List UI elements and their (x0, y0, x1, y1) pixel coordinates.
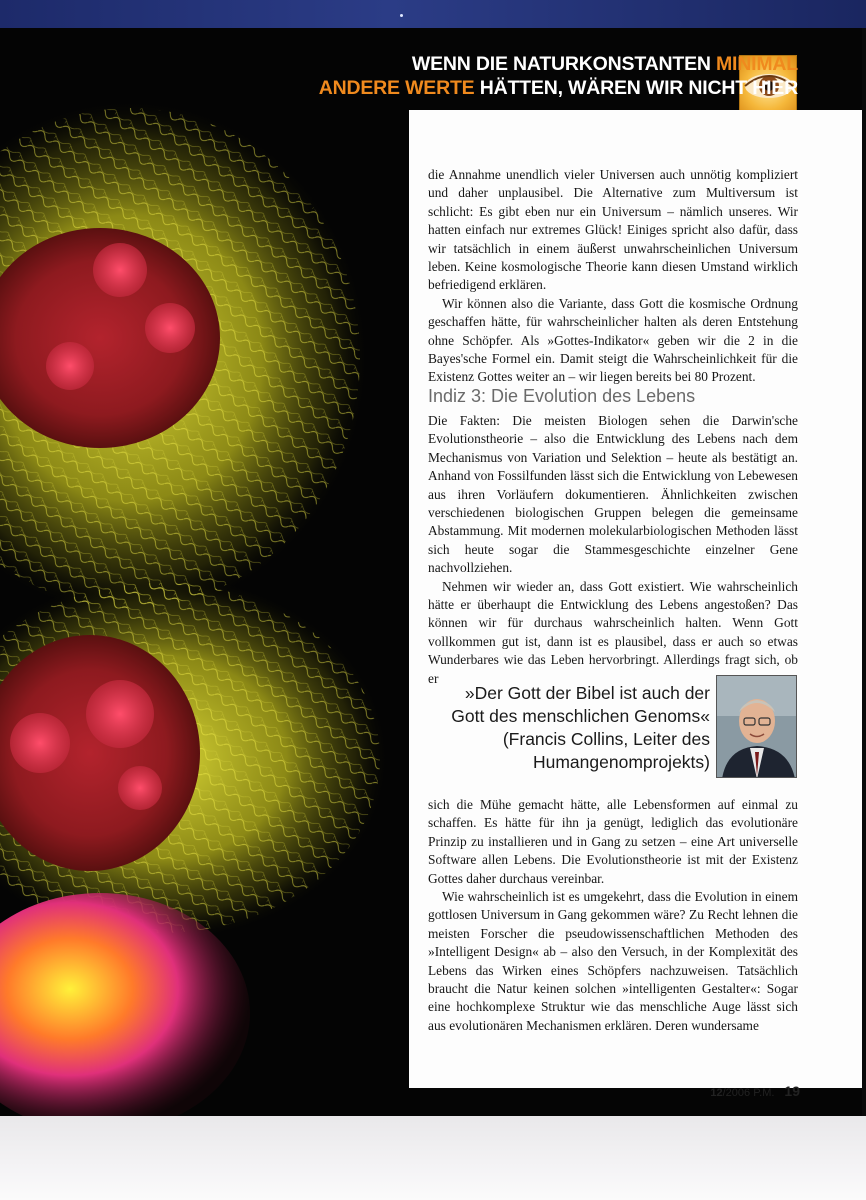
headline-line2-accent: ANDERE WERTE (318, 77, 475, 99)
page-number: 19 (784, 1083, 800, 1099)
headline-line1-white: WENN DIE NATURKONSTANTEN (411, 53, 716, 75)
page-footer (660, 1083, 800, 1099)
paragraph: die Annahme unendlich vieler Universen auch unnötig kompliziert und daher unplausibel. Die Alternative zum Multiversum ist schlicht: Es gibt eben nur ein Universum – nämlich unseres. Wir hatten einfach nur extremes Glück! Einiges spricht also dafür, dass wir tatsächlich in einem äußerst unwahrscheinlichen Universum leben. Keine kosmologische Theorie kann diesen Umstand wirklich befriedigend erklären. (428, 167, 798, 293)
paragraph: sich die Mühe gemacht hätte, alle Lebensformen auf einmal zu schaffen. Es hätte für ihn ja genügt, lediglich das evolutionäre Prinzip zu installieren und in Gang zu setzen – eine Art universelle Software allen Lebens. Die Evolutionstheorie ist mit der Existenz Gottes daher durchaus vereinbar. (428, 797, 798, 886)
article-column-top (428, 166, 798, 387)
pull-quote: »Der Gott der Bibel ist auch der Gott des menschlichen Genoms« (Francis Collins, Leiter des Humangenomprojekts) (451, 683, 710, 772)
issue-year: /2006 (722, 1087, 751, 1099)
headline-line1-accent: MINIMAL (716, 53, 798, 75)
paragraph: Nehmen wir wieder an, dass Gott existiert. Wie wahrscheinlich hätte er überhaupt die Entwicklung des Lebens angestoßen? Das können wir für durchaus wahrscheinlich halten. Wenn Gott vollkommen gut ist, dann ist es plausibel, dass er auch so etwas Wunderbares wie das Leben hervorbringt. Allerdings fragt sich, ob er (428, 578, 798, 686)
paragraph: Wir können also die Variante, dass Gott die kosmische Ordnung geschaffen hätte, für wahrscheinlicher halten als deren Entstehung ohne Schöpfer. Als »Gottes-Indikator« geben wir die 2 in die Bayes'sche Formel ein. Damit steigt die Wahrscheinlichkeit für die Existenz Gottes weiter an – wir liegen bereits bei 80 Prozent. (428, 295, 798, 385)
magazine-name: P.M. (750, 1087, 775, 1099)
issue-number: 12 (710, 1087, 723, 1099)
headline-line2-white: HÄTTEN, WÄREN WIR NICHT HIER (474, 77, 798, 99)
section-heading: Indiz 3: Die Evolution des Lebens (428, 386, 696, 406)
article-column-mid (428, 412, 798, 688)
cell-microscopy-image (0, 28, 420, 1116)
top-band (0, 0, 866, 28)
headline (260, 52, 798, 100)
scan-margin (0, 1116, 866, 1200)
paragraph: Die Fakten: Die meisten Biologen sehen die Darwin'sche Evolutionstheorie – also die Entwicklung des Lebens nach dem Mechanismus von Variation und Selektion – heute als bestätigt an. Anhand von Fossilfunden lässt sich die Entwicklung von Lebewesen aus ihren Vorläufern dokumentieren. Ähnlichkeiten zwischen verschiedenen biologischen Gruppen belegen die gemeinsame Abstammung. Mit modernen molekularbiologischen Methoden lässt sich heute sogar die Stammesgeschichte einzelner Gene nachvollziehen. (428, 413, 798, 576)
portrait-photo (716, 675, 797, 778)
article-column-low (428, 796, 798, 1035)
paragraph: Wie wahrscheinlich ist es umgekehrt, dass die Evolution in einem gottlosen Universum in Gang gekommen wäre? Zu Recht lehnen die meisten Forscher die pseudowissenschaftlichen Methoden des »Intelligent Design« ab – also den Versuch, in der Komplexität des Lebens das Wirken eines Schöpfers nachzuweisen. Tatsächlich braucht die Natur keinen solchen »intelligenten Gestalter«: Sogar eine hochkomplexe Struktur wie das menschliche Auge lässt sich aus evolutionären Mechanismen erklären. Deren wundersame (428, 889, 798, 1033)
